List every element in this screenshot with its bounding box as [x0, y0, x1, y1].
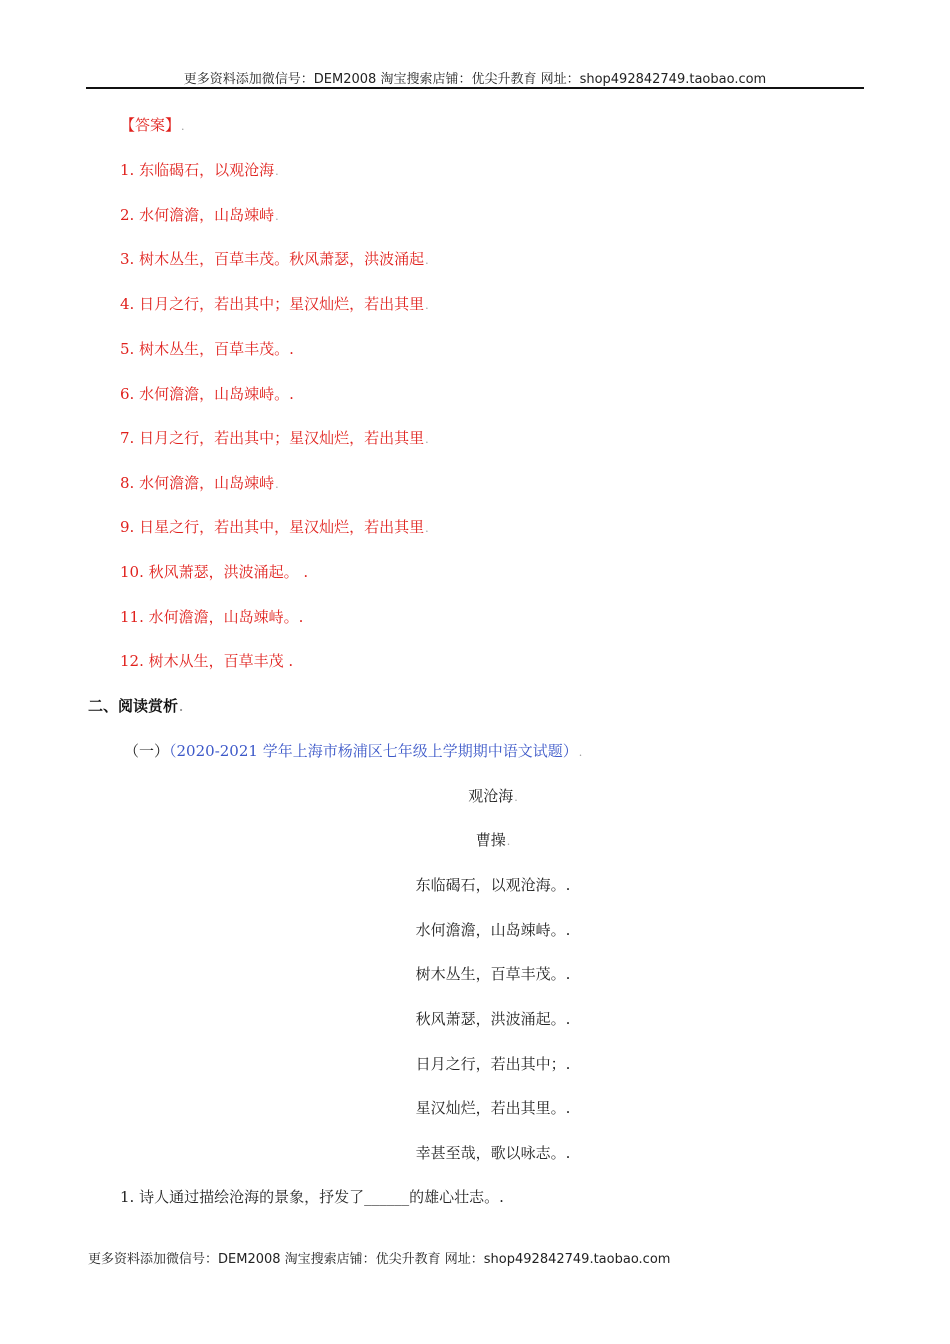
- answer-item: 10. 秋风萧瑟，洪波涌起。 .: [120, 563, 309, 581]
- answer-item: 3. 树木丛生，百草丰茂。秋风萧瑟，洪波涌起.: [120, 250, 429, 268]
- answer-item: 6. 水何澹澹，山岛竦峙。.: [120, 385, 294, 403]
- page-header: 更多资料添加微信号：DEM2008 淘宝搜索店铺：优尖升教育 网址：shop492842749.taobao.com: [183, 72, 767, 87]
- page-footer: 更多资料添加微信号：DEM2008 淘宝搜索店铺：优尖升教育 网址：shop492842749.taobao.com: [88, 1252, 671, 1267]
- poem-line: 东临碣石，以观沧海。.: [415, 876, 571, 894]
- answer-item: 2. 水何澹澹，山岛竦峙.: [120, 206, 279, 224]
- answer-item: 7. 日月之行，若出其中；星汉灿烂，若出其里.: [120, 429, 429, 447]
- section-heading: 二、阅读赏析.: [88, 697, 184, 715]
- poem-line: 星汉灿烂，若出其里。.: [415, 1099, 571, 1117]
- answer-item: 9. 日星之行，若出其中，星汉灿烂，若出其里.: [120, 518, 429, 536]
- answer-item: 11. 水何澹澹，山岛竦峙。.: [120, 608, 304, 626]
- poem-title: 观沧海.: [468, 787, 518, 805]
- answer-item: 8. 水何澹澹，山岛竦峙.: [120, 474, 279, 492]
- poem-author: 曹操.: [475, 831, 511, 849]
- header-rule: [86, 87, 864, 89]
- poem-line: 幸甚至哉，歌以咏志。.: [415, 1144, 571, 1162]
- poem-line: 水何澹澹，山岛竦峙。.: [415, 921, 571, 939]
- answer-item: 1. 东临碣石，以观沧海.: [120, 161, 279, 179]
- answer-item: 12. 树木从生，百草丰茂 .: [120, 652, 294, 670]
- source-line: （一）（2020-2021 学年上海市杨浦区七年级上学期期中语文试题）.: [124, 742, 583, 760]
- poem-line: 秋风萧瑟，洪波涌起。.: [415, 1010, 571, 1028]
- poem-line: 树木丛生，百草丰茂。.: [415, 965, 571, 983]
- answer-item: 5. 树木丛生，百草丰茂。.: [120, 340, 294, 358]
- question-1: 1. 诗人通过描绘沧海的景象，抒发了______的雄心壮志。.: [120, 1188, 504, 1206]
- poem-line: 日月之行，若出其中；.: [415, 1055, 571, 1073]
- answer-label: 【答案】.: [120, 116, 185, 134]
- answer-item: 4. 日月之行，若出其中；星汉灿烂，若出其里.: [120, 295, 429, 313]
